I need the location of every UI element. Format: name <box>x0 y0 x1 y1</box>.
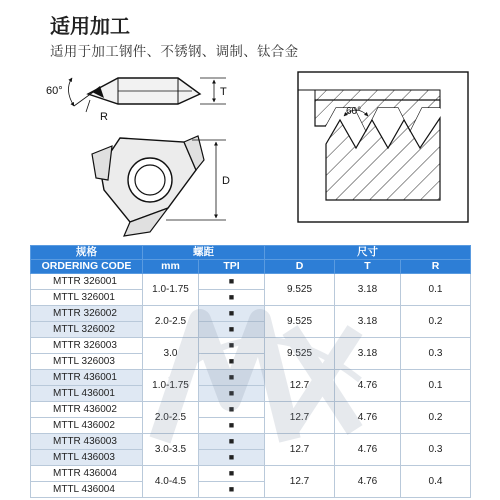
header-tpi: TPI <box>199 260 265 274</box>
r-cell: 0.3 <box>401 434 471 466</box>
angle-label-left: 60° <box>46 85 63 97</box>
header-pitch: 螺距 <box>143 246 265 260</box>
tpi-cell: ■ <box>199 466 265 482</box>
r-cell: 0.2 <box>401 306 471 338</box>
tpi-cell: ■ <box>199 370 265 386</box>
d-cell: 12.7 <box>265 466 335 498</box>
t-cell: 3.18 <box>335 274 401 306</box>
t-cell: 4.76 <box>335 402 401 434</box>
d-cell: 12.7 <box>265 402 335 434</box>
table-row <box>31 466 471 482</box>
tpi-cell: ■ <box>199 434 265 450</box>
r-cell: 0.1 <box>401 274 471 306</box>
r-cell: 0.3 <box>401 338 471 370</box>
d-cell: 9.525 <box>265 274 335 306</box>
d-cell: 12.7 <box>265 434 335 466</box>
mm-cell: 3.0-3.5 <box>143 434 199 466</box>
r-cell: 0.4 <box>401 466 471 498</box>
t-cell: 4.76 <box>335 370 401 402</box>
tpi-cell: ■ <box>199 386 265 402</box>
insert-side-view <box>68 78 226 112</box>
r-label: R <box>100 111 108 123</box>
table-row <box>31 402 471 418</box>
d-cell: 9.525 <box>265 338 335 370</box>
header-t: T <box>335 260 401 274</box>
tpi-cell: ■ <box>199 450 265 466</box>
technical-drawing <box>0 60 500 245</box>
tpi-cell: ■ <box>199 274 265 290</box>
d-cell: 9.525 <box>265 306 335 338</box>
d-label: D <box>222 175 230 187</box>
t-cell: 3.18 <box>335 306 401 338</box>
section-subtitle: 适用于加工钢件、不锈钢、调制、钛合金 <box>50 44 299 60</box>
angle-label-right: 60° <box>346 106 362 117</box>
tpi-cell: ■ <box>199 402 265 418</box>
t-cell: 4.76 <box>335 466 401 498</box>
d-cell: 12.7 <box>265 370 335 402</box>
header-size: 尺寸 <box>265 246 471 260</box>
t-cell: 4.76 <box>335 434 401 466</box>
code-cell: MTTR 436002 <box>31 402 143 418</box>
code-cell: MTTL 326002 <box>31 322 143 338</box>
mm-cell: 2.0-2.5 <box>143 402 199 434</box>
code-cell: MTTR 436001 <box>31 370 143 386</box>
tpi-cell: ■ <box>199 418 265 434</box>
code-cell: MTTL 436001 <box>31 386 143 402</box>
tpi-cell: ■ <box>199 482 265 498</box>
r-cell: 0.1 <box>401 370 471 402</box>
table-row <box>31 434 471 450</box>
table-row <box>31 306 471 322</box>
tpi-cell: ■ <box>199 338 265 354</box>
header-spec-cn: 规格 <box>31 246 143 260</box>
table-row <box>31 370 471 386</box>
mm-cell: 3.0 <box>143 338 199 370</box>
code-cell: MTTL 326001 <box>31 290 143 306</box>
thread-section-view <box>298 72 468 222</box>
r-cell: 0.2 <box>401 402 471 434</box>
insert-top-view <box>92 136 226 236</box>
code-cell: MTTR 436004 <box>31 466 143 482</box>
mm-cell: 1.0-1.75 <box>143 370 199 402</box>
code-cell: MTTL 436004 <box>31 482 143 498</box>
header-mm: mm <box>143 260 199 274</box>
tpi-cell: ■ <box>199 290 265 306</box>
code-cell: MTTR 326001 <box>31 274 143 290</box>
code-cell: MTTR 326002 <box>31 306 143 322</box>
code-cell: MTTL 436002 <box>31 418 143 434</box>
code-cell: MTTR 326003 <box>31 338 143 354</box>
header-d: D <box>265 260 335 274</box>
tpi-cell: ■ <box>199 354 265 370</box>
t-cell: 3.18 <box>335 338 401 370</box>
mm-cell: 2.0-2.5 <box>143 306 199 338</box>
header-spec-en: ORDERING CODE <box>31 260 143 274</box>
tpi-cell: ■ <box>199 322 265 338</box>
code-cell: MTTL 436003 <box>31 450 143 466</box>
spec-table <box>30 245 471 498</box>
t-label: T <box>220 86 227 98</box>
code-cell: MTTR 436003 <box>31 434 143 450</box>
mm-cell: 1.0-1.75 <box>143 274 199 306</box>
code-cell: MTTL 326003 <box>31 354 143 370</box>
mm-cell: 4.0-4.5 <box>143 466 199 498</box>
table-row <box>31 274 471 290</box>
table-row <box>31 338 471 354</box>
section-title: 适用加工 <box>50 14 130 38</box>
tpi-cell: ■ <box>199 306 265 322</box>
header-r: R <box>401 260 471 274</box>
